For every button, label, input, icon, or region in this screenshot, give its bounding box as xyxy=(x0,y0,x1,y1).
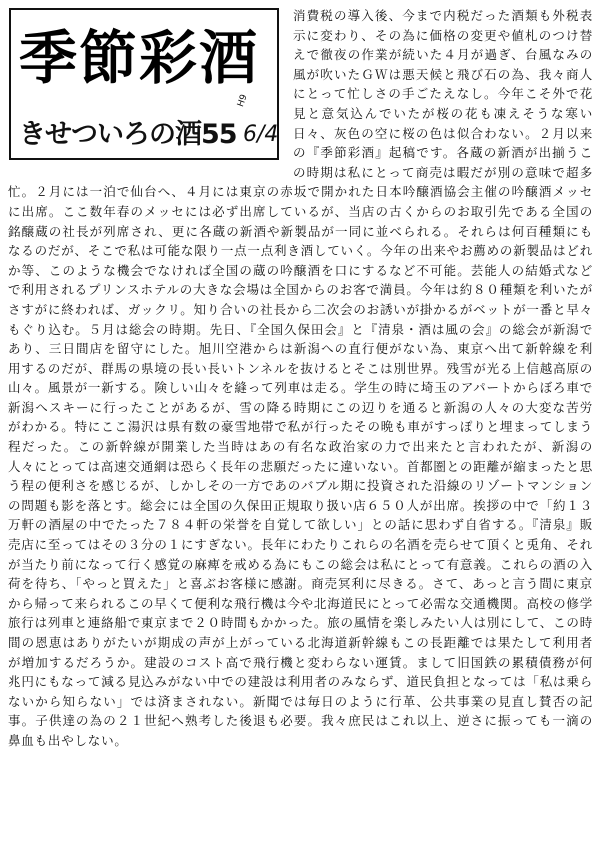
article-body-container xyxy=(8,6,593,751)
title-float-spacer xyxy=(8,6,285,164)
column-title: 季節彩酒 xyxy=(19,24,260,92)
column-subtitle: きせついろの酒55 xyxy=(19,119,237,150)
date-era: H9 xyxy=(236,93,250,109)
article-body-text: 消費税の導入後、今まで内税だった酒類も外税表示に変わり、その為に価格の変更や値札のつけ替えで徹夜の作業が続いた４月が過ぎ、台風なみの風が吹いたＧＷは悪天候と飛び石の為、我々商人にとって忙しさの手ごたえなし。今年こそ外で花見と意気込んでいたが桜の花も凍えそうな寒い日々、灰色の空に桜の色は似合わない。２月以来の『季節彩酒』起稿です。各蔵の新酒が出揃うこの時期は私にとって商売は暇だが別の意味で超多忙。２月には一泊で仙台へ、４月には東京の赤坂で開かれた日本吟醸酒協会主催の吟醸酒メッセに出席。ここ数年春のメッセには必ず出席しているが、当店の古くからのお取引先である全国の銘醸蔵の社長が列席され、更に各蔵の新酒や新製品が一同に並べられる。それらは何百種類にもなるのだが、そこで私は可能な限り一点一点利き酒していく。今年の出来やお薦めの新製品はどれか等、このような機会でなければ全国の蔵の吟醸酒を口にするなど不可能。芸能人の結婚式などで利用されるプリンスホテルの大きな会場は全国からのお客で満員。今年は約８０種類を利いたがさすがに終われば、ガックリ。知り合いの社長から二次会のお誘いが掛かるがベットが一番と早々もぐり込む。５月は総会の時期。先日、『全国久保田会』と『清泉・酒は風の会』の総会が新潟であり、三日間店を留守にした。旭川空港からは新潟への直行便がない為、東京へ出て新幹線を利用するのだが、群馬の県境の長い長いトンネルを抜けるとそこは別世界。残雪が光る上信越高原の山々。風景が一新する。険しい山々を縫って列車は走る。学生の時に埼玉のアパートからぼろ車で新潟へスキーに行ったことがあるが、雪の降る時期にこの辺りを通ると新潟の人々の大変な苦労がわかる。特にここ湯沢は県有数の豪雪地帯で私が行ったその晩も車がすっぽりと埋まってしまう程だった。この新幹線が開業した当時はあの有名な政治家の力で出来たと言われたが、新潟の人々にとっては高速交通網は恐らく長年の悲願だったに違いない。首都圏との距離が縮まったと思う程の便利さを感じるが、しかしその一方であのバブル期に投資された沿線のリゾートマンションの問題も影を落とす。総会には全国の久保田正規取り扱い店６５０人が出席。挨拶の中で「約１３万軒の酒屋の中でたった７８４軒の栄誉を自覚して欲しい」との話に思わず自省する。『清泉』販売店に至ってはその３分の１にすぎない。長年にわたりこれらの名酒を売らせて頂くと兎角、それが当たり前になって行く感覚の麻痺を戒める為にもこの総会は私にとって有意義。これらの酒の入荷を待ち、「やっと買えた」と喜ぶお客様に感謝。商売冥利に尽きる。さて、あっと言う間に東京から帰って来られるこの早くて便利な飛行機は今や北海道民にとって必需な交通機関。高校の修学旅行は列車と連絡船で東京まで２０時間もかかった。旅の風情を楽しみたい人は別にして、この時間の恩恵はありがたいが期成の声が上がっている北海道新幹線もこの長距離では果たして利用者が増加するだろうか。建設のコスト高で飛行機と変わらない運賃。まして旧国鉄の累積債務が何兆円にもなって減る見込みがない中での建設は利用者のみならず、道民負担となっては「私は乗らないから知らない」では済まされない。新聞では毎日のように行革、公共事業の見直し賛否の記事。子供達の為の２１世紀へ熟考した後退も必要。我々庶民はこれ以上、逆さに振っても一滴の鼻血も出やしない。 xyxy=(8,8,593,748)
date-month-day: 6/4 xyxy=(243,122,279,147)
